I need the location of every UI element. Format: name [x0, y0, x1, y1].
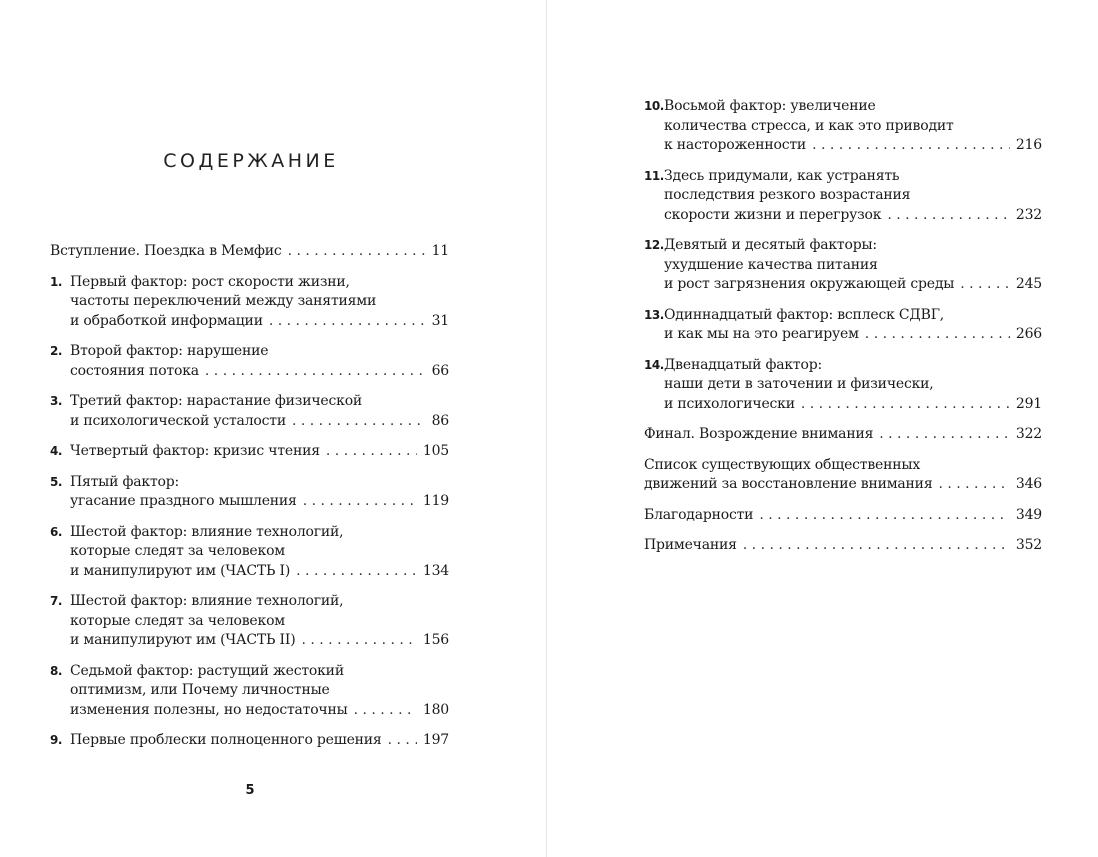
toc-page-number: 86: [431, 412, 449, 429]
toc-entry-final-line: [664, 206, 1042, 226]
chapter-number: 11.: [644, 168, 664, 183]
toc-entry: [644, 306, 1042, 345]
toc-entry-final-line: [644, 506, 1042, 526]
toc-entry-body: [664, 167, 1042, 226]
toc-entry-body: [50, 242, 449, 262]
toc-entry-final-line: [50, 242, 449, 262]
chapter-number: 7.: [50, 594, 62, 608]
dot-leader: [301, 631, 416, 651]
toc-entry-final-line: [664, 325, 1042, 345]
chapter-number: 1.: [50, 274, 62, 289]
dot-leader: [879, 425, 1010, 445]
toc-entry-line: Одиннадцатый фактор: всплеск СДВГ,: [664, 306, 945, 323]
toc-entry-title: угасание праздного мышления: [70, 493, 297, 509]
toc-page-number: 197: [422, 732, 449, 748]
toc-entry: [644, 536, 1042, 556]
toc-entry-body: [70, 392, 449, 431]
toc-page-number: 119: [422, 493, 449, 509]
toc-entry: [644, 356, 1042, 415]
toc-entry-line: Второй фактор: нарушение: [70, 343, 269, 359]
toc-page-number: 349: [1015, 506, 1042, 523]
chapter-number: 8.: [50, 663, 62, 678]
toc-entry: [644, 97, 1042, 156]
toc-entry-final-line: [644, 536, 1042, 556]
toc-list-right: [644, 97, 1042, 567]
chapter-number: 14.: [644, 357, 664, 372]
dot-leader: [743, 536, 1010, 556]
toc-entry-title: Финал. Возрождение внимания: [644, 426, 874, 442]
toc-entry-line: Восьмой фактор: увеличение: [664, 98, 876, 114]
chapter-number: 2.: [50, 344, 62, 358]
toc-page-number: 156: [422, 632, 449, 648]
toc-entry-final-line: [70, 731, 449, 751]
toc-page-number: 232: [1015, 206, 1042, 223]
toc-page-number: 216: [1015, 137, 1042, 153]
toc-page-number: 180: [422, 701, 449, 718]
toc-entry-line: Седьмой фактор: растущий жестокий: [70, 662, 344, 679]
toc-entry-final-line: [70, 631, 449, 651]
toc-entry-final-line: [70, 492, 449, 512]
dot-leader: [960, 275, 1010, 295]
toc-entry-title: и психологической усталости: [70, 412, 286, 429]
chapter-number: 12.: [644, 238, 664, 252]
dot-leader: [865, 325, 1010, 345]
toc-entry: [644, 167, 1042, 226]
toc-page-number: 352: [1015, 537, 1042, 553]
toc-entry: [50, 731, 449, 751]
toc-entry-final-line: [70, 701, 449, 721]
toc-entry-body: [70, 662, 449, 721]
toc-entry-title: и манипулируют им (ЧАСТЬ II): [70, 632, 296, 648]
chapter-number: 5.: [50, 474, 62, 489]
toc-entry-body: [664, 306, 1042, 345]
toc-entry-body: [70, 592, 449, 651]
toc-entry-title: Вступление. Поездка в Мемфис: [50, 243, 282, 259]
toc-entry-final-line: [70, 362, 449, 382]
dot-leader: [887, 206, 1010, 226]
toc-entry-line: которые следят за человеком: [70, 612, 285, 629]
toc-entry: [644, 236, 1042, 295]
toc-entry-title: скорости жизни и перегрузок: [664, 206, 882, 223]
toc-entry-final-line: [70, 312, 449, 332]
dot-leader: [388, 731, 417, 751]
toc-entry-title: движений за восстановление внимания: [644, 476, 933, 492]
toc-entry-line: Список существующих общественных: [644, 456, 921, 473]
toc-entry-final-line: [664, 136, 1042, 156]
toc-entry-final-line: [70, 412, 449, 432]
toc-entry-line: Девятый и десятый факторы:: [664, 237, 877, 253]
toc-entry-final-line: [664, 275, 1042, 295]
dot-leader: [938, 475, 1009, 495]
toc-entry-line: наши дети в заточении и физически,: [664, 376, 934, 392]
toc-entry-body: [644, 506, 1042, 526]
toc-entry-title: и как мы на это реагируем: [664, 326, 859, 342]
toc-entry-title: Благодарности: [644, 506, 754, 523]
dot-leader: [288, 242, 426, 262]
toc-entry-final-line: [70, 442, 449, 462]
toc-entry-title: состояния потока: [70, 362, 199, 379]
toc-entry-line: количества стресса, и как это приводит: [664, 117, 954, 134]
toc-entry-body: [70, 442, 449, 462]
toc-list-left: [50, 242, 449, 762]
toc-entry: [50, 342, 449, 381]
toc-entry-body: [70, 523, 449, 582]
toc-entry-title: и психологически: [664, 395, 795, 412]
toc-entry: [50, 442, 449, 462]
chapter-number: 3.: [50, 394, 62, 408]
dot-leader: [205, 362, 426, 382]
toc-entry-body: [664, 236, 1042, 295]
dot-leader: [269, 312, 426, 332]
toc-entry: [50, 592, 449, 651]
toc-entry-body: [644, 425, 1042, 445]
toc-entry-body: [644, 536, 1042, 556]
toc-page-number: 322: [1015, 426, 1042, 442]
toc-page-number: 11: [431, 243, 449, 259]
toc-entry: [644, 456, 1042, 495]
page-title: СОДЕРЖАНИЕ: [163, 150, 339, 172]
toc-entry: [50, 242, 449, 262]
toc-page-number: 266: [1015, 326, 1042, 342]
toc-entry-line: ухудшение качества питания: [664, 256, 878, 273]
dot-leader: [326, 442, 417, 462]
left-page: [0, 0, 546, 857]
chapter-number: 13.: [644, 307, 664, 322]
toc-entry-line: последствия резкого возрастания: [664, 187, 911, 203]
right-page: [547, 0, 1098, 857]
dot-leader: [296, 562, 417, 582]
dot-leader: [759, 506, 1010, 526]
toc-entry-body: [70, 731, 449, 751]
toc-entry-body: [70, 473, 449, 512]
toc-entry: [50, 523, 449, 582]
toc-entry-line: Третий фактор: нарастание физической: [70, 393, 363, 409]
toc-entry-title: Первые проблески полноценного решения: [70, 732, 382, 748]
toc-entry: [50, 662, 449, 721]
toc-entry-final-line: [644, 425, 1042, 445]
toc-entry-body: [70, 342, 449, 381]
toc-entry-body: [664, 356, 1042, 415]
dot-leader: [303, 492, 417, 512]
toc-entry-line: частоты переключений между занятиями: [70, 293, 377, 309]
toc-page-number: 31: [431, 312, 449, 329]
toc-entry: [644, 506, 1042, 526]
dot-leader: [354, 701, 417, 721]
toc-entry-line: Здесь придумали, как устранять: [664, 167, 900, 184]
toc-entry-body: [664, 97, 1042, 156]
toc-entry-title: изменения полезны, но недостаточны: [70, 701, 348, 718]
toc-entry: [50, 273, 449, 332]
toc-entry-line: Пятый фактор:: [70, 473, 180, 490]
toc-page-number: 134: [422, 562, 449, 579]
toc-entry-final-line: [70, 562, 449, 582]
toc-entry-title: и рост загрязнения окружающей среды: [664, 276, 955, 292]
toc-entry-title: Четвертый фактор: кризис чтения: [70, 443, 320, 459]
toc-page-number: 291: [1015, 395, 1042, 412]
toc-entry-line: Шестой фактор: влияние технологий,: [70, 523, 344, 540]
dot-leader: [812, 136, 1010, 156]
toc-entry: [50, 473, 449, 512]
toc-entry-line: оптимизм, или Почему личностные: [70, 682, 330, 698]
toc-entry-line: Первый фактор: рост скорости жизни,: [70, 273, 350, 290]
toc-page-number: 346: [1015, 476, 1042, 492]
toc-entry-final-line: [644, 475, 1042, 495]
chapter-number: 9.: [50, 733, 62, 747]
toc-entry: [644, 425, 1042, 445]
chapter-number: 6.: [50, 524, 62, 539]
toc-entry-title: и обработкой информации: [70, 312, 263, 329]
chapter-number: 10.: [644, 99, 664, 113]
toc-entry-final-line: [664, 395, 1042, 415]
toc-page-number: 105: [422, 443, 449, 459]
toc-entry-line: Шестой фактор: влияние технологий,: [70, 593, 344, 609]
toc-page-number: 66: [431, 362, 449, 379]
toc-entry-line: Двенадцатый фактор:: [664, 356, 822, 373]
page-number: 5: [245, 783, 255, 798]
toc-entry-body: [644, 456, 1042, 495]
toc-entry-line: которые следят за человеком: [70, 543, 285, 559]
toc-entry-title: к настороженности: [664, 137, 807, 153]
toc-entry-title: Примечания: [644, 537, 737, 553]
toc-entry-title: и манипулируют им (ЧАСТЬ I): [70, 562, 291, 579]
chapter-number: 4.: [50, 444, 62, 458]
toc-entry-body: [70, 273, 449, 332]
dot-leader: [801, 395, 1010, 415]
toc-entry: [50, 392, 449, 431]
dot-leader: [292, 412, 426, 432]
toc-page-number: 245: [1015, 276, 1042, 292]
